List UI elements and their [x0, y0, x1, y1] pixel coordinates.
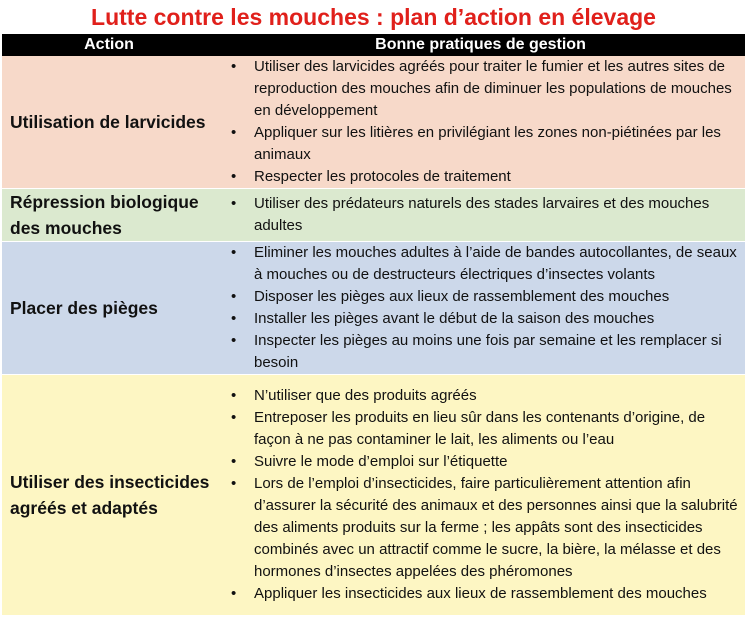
table-header-row	[2, 34, 745, 56]
list-item-text: Suivre le mode d’emploi sur l’étiquette	[254, 453, 508, 470]
list-item	[231, 242, 739, 286]
bullet-icon: •	[231, 288, 237, 305]
practices-list	[216, 242, 745, 374]
list-item	[231, 56, 739, 122]
list-item	[231, 407, 739, 451]
bullet-icon: •	[231, 332, 237, 349]
bullet-icon: •	[231, 58, 237, 75]
practices-cell	[216, 242, 745, 375]
practices-list	[216, 56, 745, 188]
list-item-text: Entreposer les produits en lieu sûr dans les contenants d’origine, de façon à ne pas contaminer le lait, les aliments ou l’eau	[254, 409, 706, 448]
list-item	[231, 286, 739, 308]
list-item	[231, 122, 739, 166]
action-cell: Utiliser des insecticides agréés et adaptés	[2, 375, 216, 616]
column-header-action: Action	[2, 34, 216, 56]
list-item-text: N’utiliser que des produits agréés	[254, 387, 477, 404]
list-item	[231, 473, 739, 583]
list-item	[231, 451, 739, 473]
bullet-icon: •	[231, 585, 237, 602]
list-item-text: Lors de l’emploi d’insecticides, faire particulièrement attention afin d’assurer la sécurité des animaux et des personnes ainsi que la salubrité des aliments produits sur la ferme ; les appâts sont des insecticides combinés avec un attractif comme le sucre, la bière, la mélasse et des hormones d’insectes appelées des phéromones	[254, 475, 738, 580]
list-item	[231, 385, 739, 407]
action-plan-table	[2, 34, 745, 616]
practices-list	[216, 385, 745, 605]
practices-list	[216, 193, 745, 237]
list-item	[231, 166, 739, 188]
practices-cell	[216, 56, 745, 189]
table-row-biological	[2, 189, 745, 242]
bullet-icon: •	[231, 195, 237, 212]
action-cell: Utilisation de larvicides	[2, 56, 216, 189]
bullet-icon: •	[231, 124, 237, 141]
bullet-icon: •	[231, 453, 237, 470]
list-item-text: Utiliser des prédateurs naturels des stades larvaires et des mouches adultes	[254, 195, 710, 234]
list-item	[231, 330, 739, 374]
column-header-practices: Bonne pratiques de gestion	[216, 34, 745, 56]
list-item-text: Installer les pièges avant le début de la saison des mouches	[254, 310, 655, 327]
action-cell: Répression biologique des mouches	[2, 189, 216, 242]
list-item	[231, 193, 739, 237]
list-item-text: Appliquer les insecticides aux lieux de rassemblement des mouches	[254, 585, 707, 602]
table-row-traps	[2, 242, 745, 375]
list-item-text: Inspecter les pièges au moins une fois par semaine et les remplacer si besoin	[254, 332, 722, 371]
list-item-text: Disposer les pièges aux lieux de rassemblement des mouches	[254, 288, 670, 305]
list-item-text: Respecter les protocoles de traitement	[254, 168, 511, 185]
list-item-text: Appliquer sur les litières en privilégiant les zones non-piétinées par les animaux	[254, 124, 721, 163]
bullet-icon: •	[231, 409, 237, 426]
practices-cell	[216, 375, 745, 616]
table-row-insecticides	[2, 375, 745, 616]
practices-cell	[216, 189, 745, 242]
action-cell: Placer des pièges	[2, 242, 216, 375]
bullet-icon: •	[231, 310, 237, 327]
page-title: Lutte contre les mouches : plan d’action en élevage	[91, 4, 656, 30]
table-row-larvicides	[2, 56, 745, 189]
bullet-icon: •	[231, 244, 237, 261]
bullet-icon: •	[231, 168, 237, 185]
list-item-text: Utiliser des larvicides agréés pour traiter le fumier et les autres sites de reproduction des mouches afin de diminuer les populations de mouches en développement	[254, 58, 732, 119]
list-item	[231, 308, 739, 330]
bullet-icon: •	[231, 475, 237, 492]
list-item	[231, 583, 739, 605]
list-item-text: Eliminer les mouches adultes à l’aide de bandes autocollantes, de seaux à mouches ou de destructeurs électriques d’insectes volants	[254, 244, 737, 283]
bullet-icon: •	[231, 387, 237, 404]
